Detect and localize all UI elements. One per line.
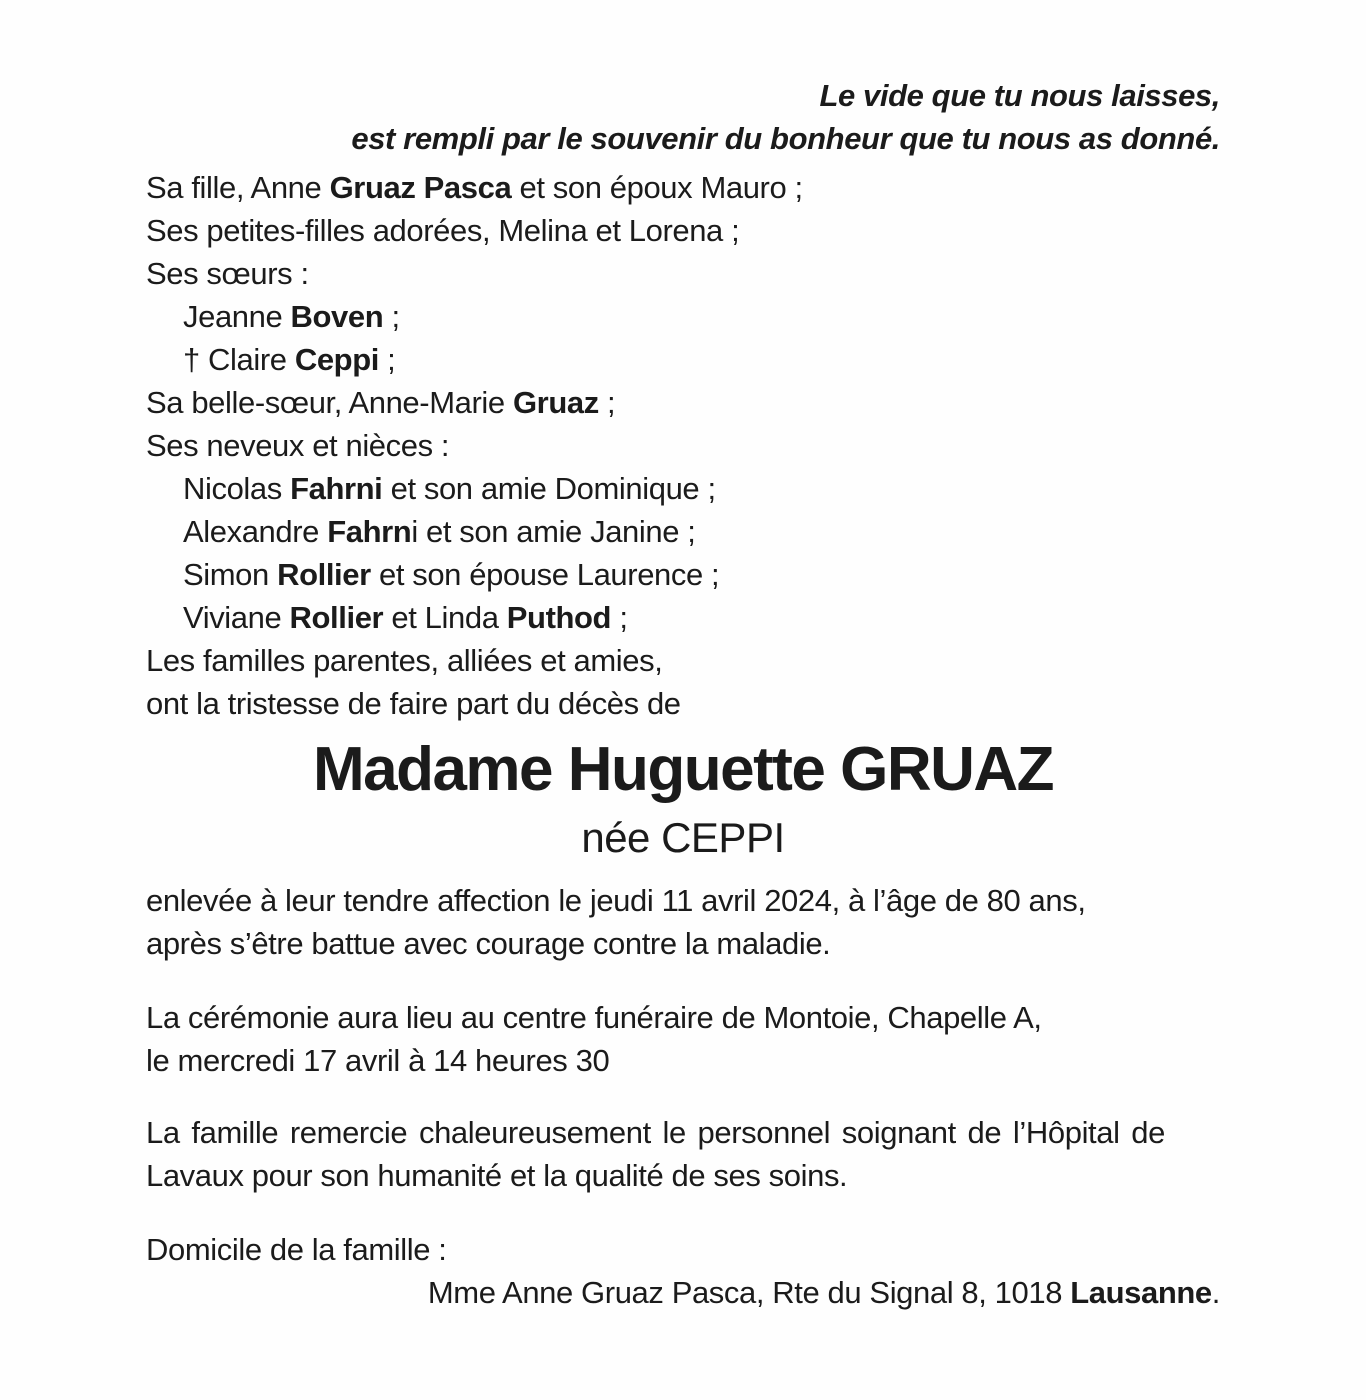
- family-address: [146, 1271, 1220, 1314]
- text-segment: ;: [611, 600, 628, 635]
- text-segment: Rollier: [289, 600, 384, 635]
- ceremony-paragraph: [146, 996, 1220, 1082]
- family-line: [146, 381, 1220, 424]
- text-segment: Alexandre: [183, 514, 328, 549]
- family-list: [146, 166, 1220, 725]
- address-period: .: [1211, 1275, 1220, 1310]
- domicile-label: Domicile de la famille :: [146, 1232, 447, 1267]
- text-segment: et Linda: [383, 600, 507, 635]
- family-line: [146, 338, 1220, 381]
- text-segment: ont la tristesse de faire part du décès de: [146, 686, 681, 721]
- text-line: le mercredi 17 avril à 14 heures 30: [146, 1043, 610, 1078]
- thanks-paragraph: [146, 1111, 1220, 1197]
- text-segment: Les familles parentes, alliées et amies,: [146, 643, 663, 678]
- text-segment: Boven: [290, 299, 384, 334]
- family-line: [146, 166, 1220, 209]
- text-segment: Nicolas: [183, 471, 291, 506]
- text-line: Lavaux pour son humanité et la qualité de ses soins.: [146, 1158, 848, 1193]
- text-segment: et son époux Mauro ;: [511, 170, 803, 205]
- text-segment: Sa fille, Anne: [146, 170, 330, 205]
- maiden-name: née CEPPI: [581, 814, 785, 861]
- text-segment: Ses sœurs :: [146, 256, 309, 291]
- text-segment: ;: [378, 342, 396, 377]
- address-city: Lausanne: [1070, 1275, 1212, 1310]
- family-line: [146, 424, 1220, 467]
- family-line: [146, 252, 1220, 295]
- family-line: [146, 682, 1220, 725]
- epigraph-line-2: est rempli par le souvenir du bonheur que tu nous as donné.: [351, 121, 1220, 156]
- text-segment: Simon: [183, 557, 278, 592]
- text-segment: Ses neveux et nièces :: [146, 428, 450, 463]
- text-segment: † Claire: [183, 342, 295, 377]
- epigraph-line-1: Le vide que tu nous laisses,: [819, 78, 1220, 113]
- text-segment: Fahrn: [327, 514, 412, 549]
- text-segment: Ceppi: [294, 342, 379, 377]
- family-line: [146, 596, 1220, 639]
- family-line: [146, 510, 1220, 553]
- text-segment: Gruaz Pasca: [329, 170, 512, 205]
- text-line: après s’être battue avec courage contre la maladie.: [146, 926, 831, 961]
- text-segment: Gruaz: [512, 385, 599, 420]
- deceased-name: Madame Huguette GRUAZ: [312, 735, 1054, 804]
- text-segment: Rollier: [277, 557, 371, 592]
- family-line: [146, 639, 1220, 682]
- family-line: [146, 553, 1220, 596]
- text-segment: Sa belle-sœur, Anne-Marie: [146, 385, 513, 420]
- epigraph: [146, 74, 1220, 160]
- domicile-paragraph: [146, 1228, 1220, 1314]
- text-segment: Jeanne: [183, 299, 291, 334]
- family-line: [146, 209, 1220, 252]
- family-line: [146, 295, 1220, 338]
- death-notice-paragraph: [146, 879, 1220, 965]
- text-segment: et son épouse Laurence ;: [370, 557, 720, 592]
- text-segment: ;: [383, 299, 400, 334]
- text-line: La famille remercie chaleureusement le personnel soignant de l’Hôpital de: [146, 1115, 1165, 1150]
- text-segment: i et son amie Janine ;: [411, 514, 696, 549]
- text-segment: Puthod: [506, 600, 612, 635]
- address-text: Mme Anne Gruaz Pasca, Rte du Signal 8, 1018: [427, 1275, 1071, 1310]
- text-line: La cérémonie aura lieu au centre funéraire de Montoie, Chapelle A,: [146, 1000, 1042, 1035]
- text-segment: Viviane: [183, 600, 290, 635]
- text-line: enlevée à leur tendre affection le jeudi 11 avril 2024, à l’âge de 80 ans,: [146, 883, 1086, 918]
- text-segment: et son amie Dominique ;: [382, 471, 716, 506]
- text-segment: Ses petites-filles adorées, Melina et Lorena ;: [146, 213, 740, 248]
- family-line: [146, 467, 1220, 510]
- text-segment: Fahrni: [290, 471, 383, 506]
- text-segment: ;: [598, 385, 616, 420]
